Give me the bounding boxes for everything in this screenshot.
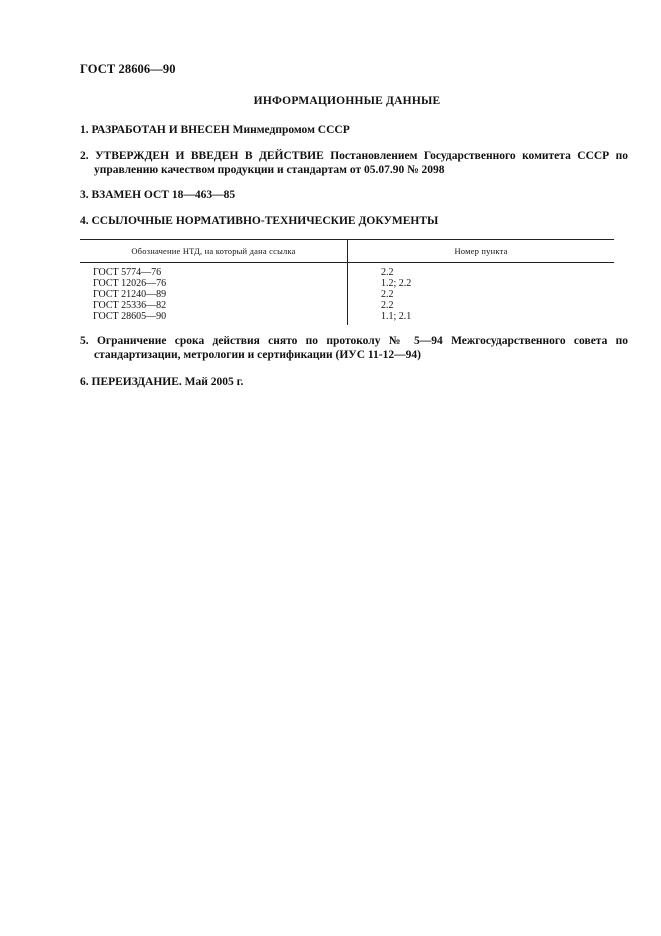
item-number: 5. [80, 335, 89, 347]
column-header-document: Обозначение НТД, на который дана ссылка [80, 240, 348, 263]
info-item-4 [80, 214, 614, 228]
info-item-5 [80, 334, 628, 362]
table-cell-document: ГОСТ 25336—82 [80, 300, 348, 311]
table-cell-clause: 2.2 [381, 300, 394, 311]
item-number: 6. [80, 376, 89, 388]
table-cell-document: ГОСТ 12026—76 [80, 278, 348, 289]
item-heading: ССЫЛОЧНЫЕ НОРМАТИВНО-ТЕХНИЧЕСКИЕ ДОКУМЕНТЫ [91, 215, 439, 227]
table-row [80, 263, 614, 279]
item-number: 3. [80, 189, 89, 201]
table-cell-document: ГОСТ 5774—76 [80, 263, 348, 279]
info-item-1 [80, 123, 614, 137]
item-text: Постановлением Государственного комитета СССР по управлению качеством продукции и стандартам от 05.07.90 № 2098 [94, 150, 629, 176]
table-cell-document: ГОСТ 28605—90 [80, 311, 348, 325]
table-row [80, 289, 614, 300]
item-heading: Ограничение срока действия снято по протоколу № 5—94 Межгосударственного совета по стандартизации, метрологии и сертификации (ИУС 11-12—94) [94, 335, 629, 361]
item-number: 1. [80, 124, 89, 136]
table-row [80, 311, 614, 325]
table-cell-document: ГОСТ 21240—89 [80, 289, 348, 300]
item-heading: РАЗРАБОТАН И ВНЕСЕН [91, 124, 230, 136]
section-title: ИНФОРМАЦИОННЫЕ ДАННЫЕ [253, 95, 441, 107]
info-item-6 [80, 375, 614, 389]
item-heading: ПЕРЕИЗДАНИЕ. Май 2005 г. [91, 376, 244, 388]
item-number: 4. [80, 215, 89, 227]
info-item-2 [80, 149, 628, 177]
column-header-clause: Номер пункта [348, 240, 615, 263]
item-heading: УТВЕРЖДЕН И ВВЕДЕН В ДЕЙСТВИЕ [95, 150, 324, 162]
table-header-row [80, 240, 614, 263]
reference-documents-table [80, 239, 614, 325]
item-text: Минмедпромом СССР [232, 124, 350, 136]
item-number: 2. [80, 150, 89, 162]
document-code: ГОСТ 28606—90 [80, 62, 176, 76]
table-cell-clause: 1.2; 2.2 [381, 278, 412, 289]
table-cell-clause: 1.1; 2.1 [381, 311, 412, 322]
table-row [80, 300, 614, 311]
info-item-3 [80, 188, 614, 202]
table-row [80, 278, 614, 289]
table-cell-clause: 2.2 [381, 267, 394, 278]
table-cell-clause: 2.2 [381, 289, 394, 300]
item-heading: ВЗАМЕН ОСТ 18—463—85 [91, 189, 236, 201]
